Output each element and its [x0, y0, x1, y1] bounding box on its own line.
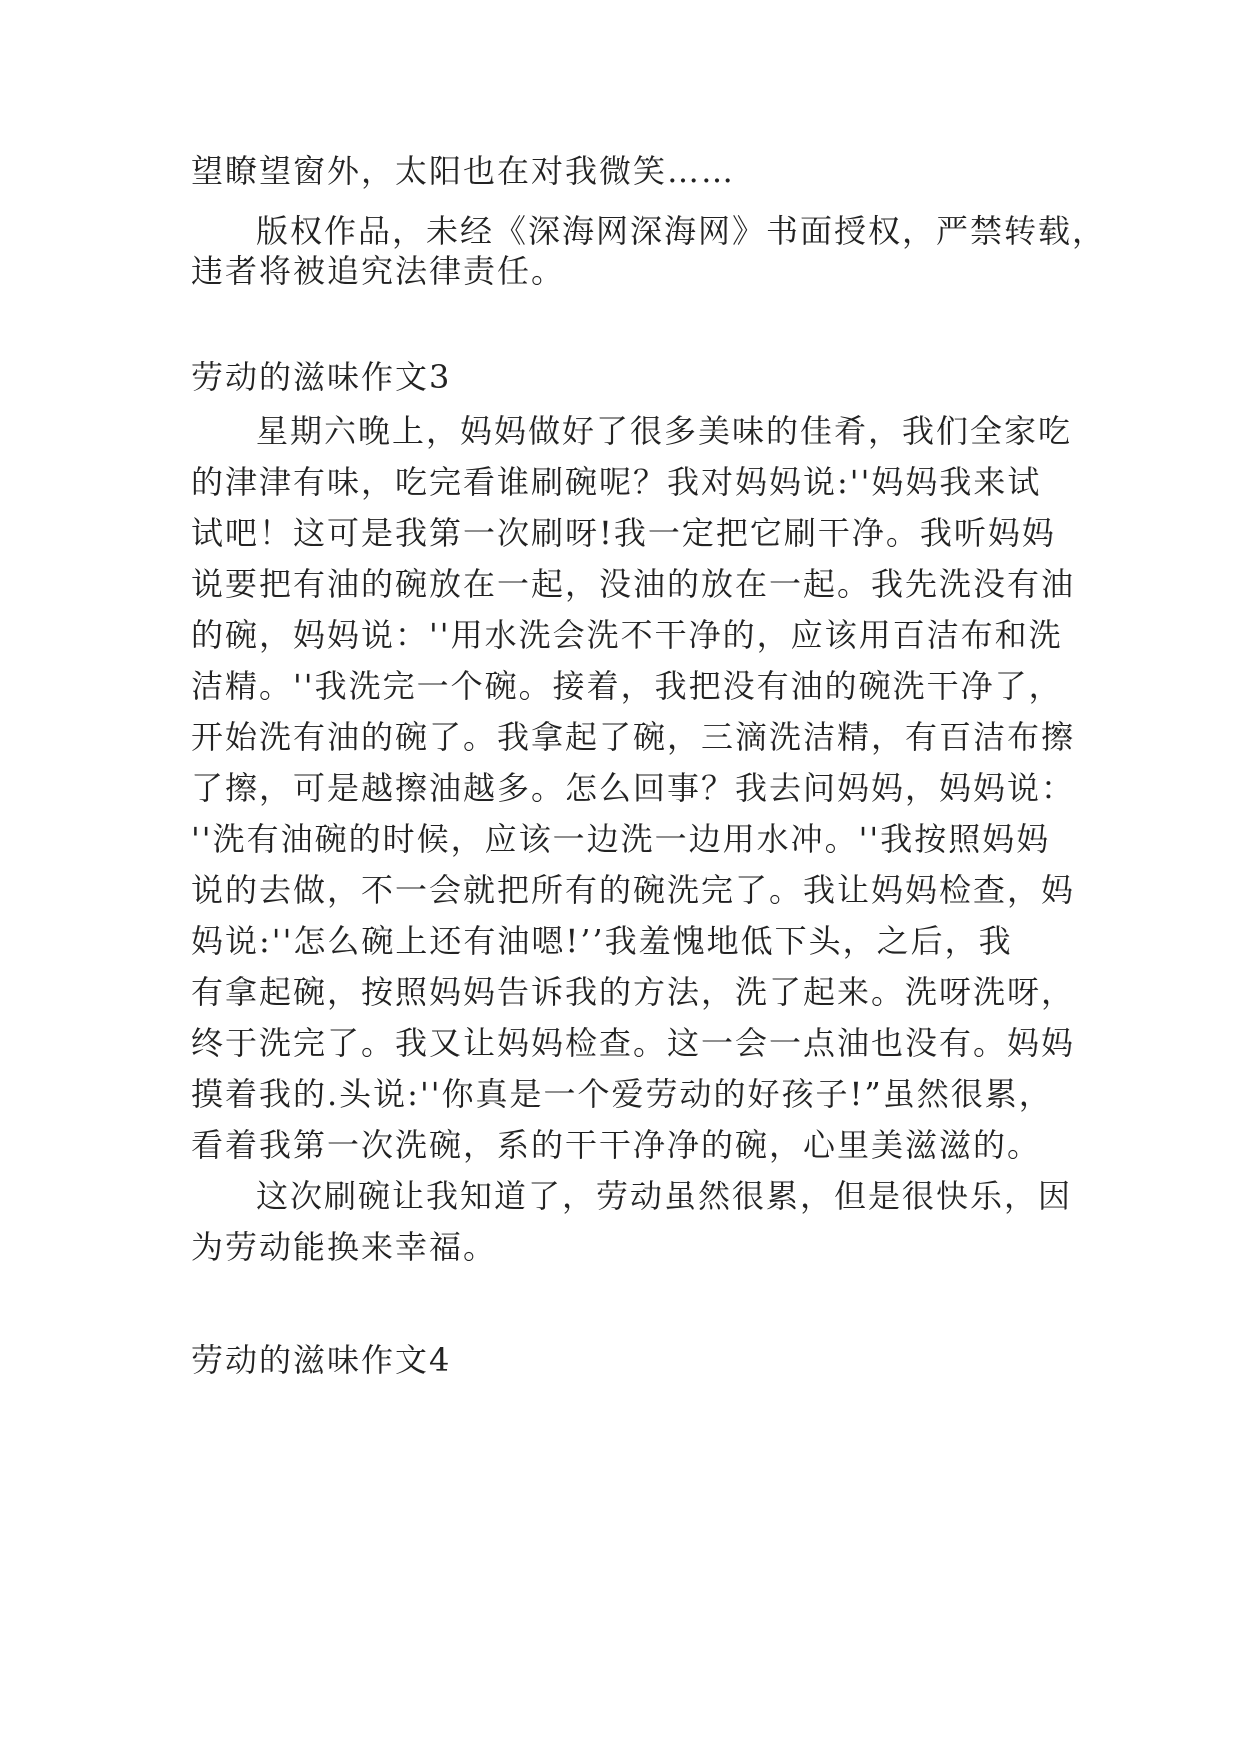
text-line: 摸着我的.头说:''你真是一个爱劳动的好孩子!”虽然很累，: [191, 1075, 1053, 1113]
text-line: 开始洗有油的碗了。我拿起了碗，三滴洗洁精，有百洁布擦: [191, 718, 1076, 756]
text-line: 说的去做，不一会就把所有的碗洗完了。我让妈妈检查，妈: [191, 871, 1076, 909]
text-line: 妈说:''怎么碗上还有油嗯!’’我羞愧地低下头，之后，我: [191, 922, 1013, 960]
text-line: 洁精。''我洗完一个碗。接着，我把没有油的碗洗干净了，: [191, 667, 1063, 705]
text-line: 的津津有味，吃完看谁刷碗呢？我对妈妈说:''妈妈我来试: [191, 463, 1042, 501]
text-line: 望瞭望窗外，太阳也在对我微笑……: [191, 152, 736, 190]
section-heading: 劳动的滋味作文3: [191, 358, 452, 396]
text-line: 说要把有油的碗放在一起，没油的放在一起。我先洗没有油: [191, 565, 1076, 603]
text-line: 版权作品，未经《深海网深海网》书面授权，严禁转载，: [256, 212, 1107, 250]
text-line: 了擦，可是越擦油越多。怎么回事？我去问妈妈，妈妈说：: [191, 769, 1076, 807]
text-line: 这次刷碗让我知道了，劳动虽然很累，但是很快乐，因: [256, 1177, 1073, 1215]
text-line: 终于洗完了。我又让妈妈检查。这一会一点油也没有。妈妈: [191, 1024, 1076, 1062]
text-line: ''洗有油碗的时候，应该一边洗一边用水冲。''我按照妈妈: [191, 820, 1051, 858]
text-line: 为劳动能换来幸福。: [191, 1228, 498, 1266]
text-line: 看着我第一次洗碗，系的干干净净的碗，心里美滋滋的。: [191, 1126, 1042, 1164]
text-line: 试吧！这可是我第一次刷呀!我一定把它刷干净。我听妈妈: [191, 514, 1056, 552]
text-line: 违者将被追究法律责任。: [191, 252, 566, 290]
text-line: 星期六晚上，妈妈做好了很多美味的佳肴，我们全家吃: [256, 412, 1073, 450]
text-line: 的碗，妈妈说：''用水洗会洗不干净的，应该用百洁布和洗: [191, 616, 1063, 654]
text-line: 有拿起碗，按照妈妈告诉我的方法，洗了起来。洗呀洗呀，: [191, 973, 1076, 1011]
section-heading: 劳动的滋味作文4: [191, 1341, 452, 1379]
